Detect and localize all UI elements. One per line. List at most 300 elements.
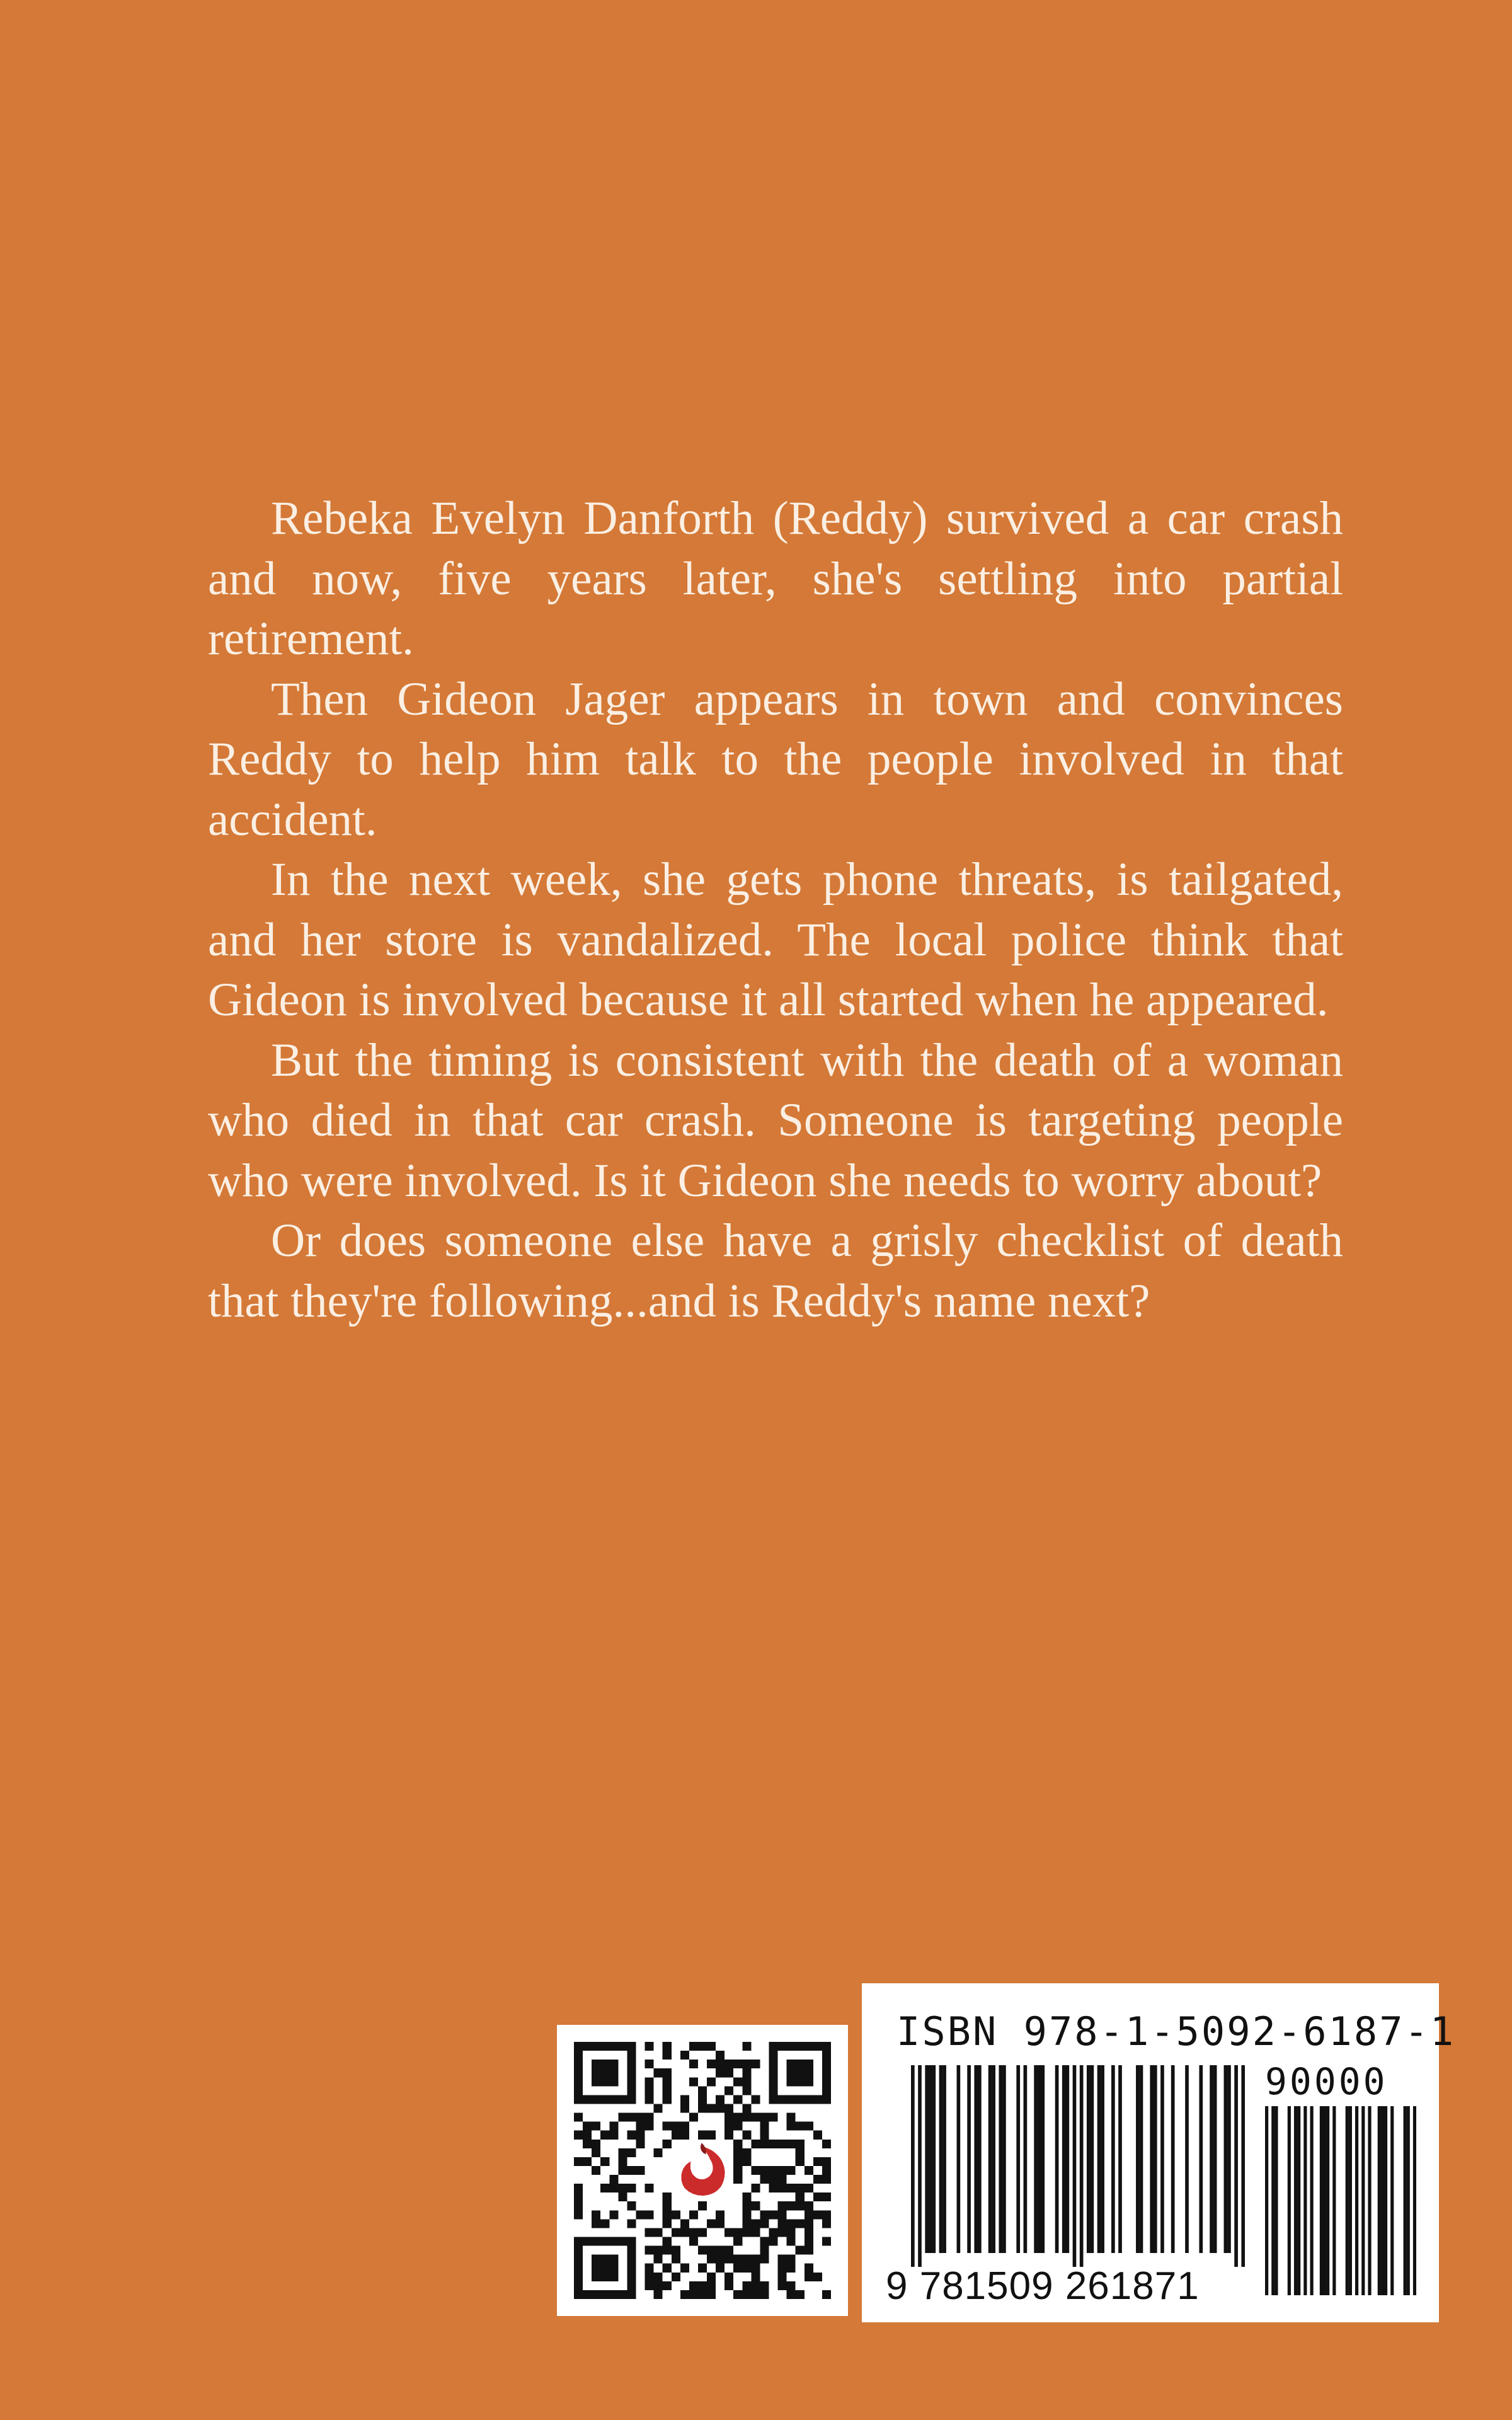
qr-module <box>778 2219 787 2228</box>
barcode-bar <box>1024 2065 1028 2253</box>
qr-module <box>680 2122 689 2131</box>
qr-module <box>645 2113 654 2122</box>
qr-module <box>769 2068 778 2077</box>
qr-module <box>778 2042 787 2051</box>
qr-module <box>618 2148 627 2157</box>
qr-module <box>600 2219 609 2228</box>
qr-module <box>636 2113 644 2122</box>
qr-module <box>627 2113 636 2122</box>
qr-module <box>592 2264 600 2273</box>
qr-module <box>769 2060 778 2068</box>
qr-module <box>724 2281 733 2290</box>
qr-module <box>574 2184 583 2192</box>
qr-module <box>609 2255 618 2264</box>
price-addon-code: 90000 <box>1265 2060 1388 2103</box>
qr-module <box>805 2246 813 2255</box>
qr-module <box>689 2290 698 2299</box>
qr-module <box>724 2113 733 2122</box>
qr-module <box>742 2201 751 2210</box>
qr-module <box>663 2140 672 2148</box>
barcode-bar <box>1091 2065 1094 2253</box>
qr-module <box>805 2042 813 2051</box>
qr-module <box>645 2060 654 2068</box>
qr-module <box>716 2051 724 2060</box>
back-cover-blurb <box>208 488 1343 1331</box>
qr-module <box>813 2273 822 2281</box>
qr-module <box>574 2060 583 2068</box>
qr-module <box>760 2290 769 2299</box>
qr-module <box>707 2273 716 2281</box>
qr-module <box>751 2060 760 2068</box>
qr-module <box>672 2122 680 2131</box>
barcode-bar <box>1055 2065 1059 2253</box>
qr-module <box>592 2255 600 2264</box>
qr-module <box>636 2140 644 2148</box>
qr-module <box>813 2210 822 2219</box>
qr-module <box>822 2140 831 2148</box>
qr-module <box>680 2264 689 2273</box>
qr-module <box>724 2273 733 2281</box>
qr-module <box>707 2246 716 2255</box>
qr-module <box>627 2166 636 2175</box>
qr-module <box>680 2290 689 2299</box>
qr-module <box>609 2210 618 2219</box>
qr-module <box>716 2104 724 2112</box>
qr-module <box>813 2157 822 2166</box>
qr-module <box>574 2157 583 2166</box>
qr-module <box>733 2237 742 2246</box>
barcode-bar <box>1404 2106 1407 2295</box>
qr-module <box>698 2095 707 2104</box>
qr-module <box>600 2273 609 2281</box>
qr-module <box>680 2051 689 2060</box>
qr-module <box>769 2210 778 2219</box>
qr-module <box>769 2237 778 2246</box>
qr-module <box>627 2246 636 2255</box>
barcode-bar <box>999 2065 1002 2253</box>
qr-module <box>592 2068 600 2077</box>
qr-module <box>574 2042 583 2051</box>
qr-module <box>592 2148 600 2157</box>
qr-module <box>733 2255 742 2264</box>
qr-module <box>805 2095 813 2104</box>
qr-module <box>796 2148 805 2157</box>
qr-module <box>672 2228 680 2237</box>
qr-module <box>583 2095 592 2104</box>
qr-module <box>751 2166 760 2175</box>
qr-module <box>778 2095 787 2104</box>
barcode-bar <box>1111 2065 1115 2253</box>
qr-module <box>592 2237 600 2246</box>
qr-module <box>698 2281 707 2290</box>
qr-module <box>592 2290 600 2299</box>
barcode-bar <box>1210 2065 1213 2253</box>
qr-module <box>680 2228 689 2237</box>
qr-module <box>742 2192 751 2201</box>
barcode-bar <box>978 2065 982 2253</box>
qr-module <box>742 2219 751 2228</box>
qr-module <box>822 2077 831 2086</box>
qr-module <box>796 2042 805 2051</box>
qr-module <box>796 2122 805 2131</box>
qr-module <box>805 2077 813 2086</box>
qr-module <box>742 2068 751 2077</box>
qr-module <box>787 2281 796 2290</box>
qr-module <box>787 2228 796 2237</box>
barcode-bar <box>1413 2106 1416 2295</box>
qr-module <box>733 2060 742 2068</box>
barcode-bar <box>1016 2065 1020 2253</box>
qr-module <box>742 2113 751 2122</box>
barcode-bar <box>1323 2106 1326 2295</box>
qr-module <box>742 2104 751 2112</box>
qr-module <box>645 2184 654 2192</box>
qr-module <box>822 2237 831 2246</box>
qr-module <box>724 2255 733 2264</box>
qr-module <box>627 2131 636 2140</box>
qr-module <box>583 2140 592 2148</box>
qr-module <box>769 2095 778 2104</box>
qr-module <box>769 2166 778 2175</box>
qr-module <box>742 2042 751 2051</box>
qr-module <box>805 2068 813 2077</box>
barcode-bar <box>1378 2106 1381 2295</box>
qr-module <box>742 2290 751 2299</box>
qr-module <box>698 2131 707 2140</box>
qr-module <box>645 2228 654 2237</box>
qr-module <box>574 2255 583 2264</box>
qr-module <box>654 2068 663 2077</box>
qr-module <box>574 2281 583 2290</box>
qr-module <box>769 2175 778 2184</box>
qr-module <box>600 2290 609 2299</box>
qr-module <box>707 2060 716 2068</box>
qr-module <box>592 2060 600 2068</box>
qr-module <box>574 2077 583 2086</box>
qr-module <box>680 2219 689 2228</box>
qr-module <box>574 2273 583 2281</box>
qr-module <box>627 2201 636 2210</box>
qr-module <box>778 2264 787 2273</box>
barcode-bar <box>957 2065 961 2253</box>
barcode-bar <box>1234 2065 1238 2267</box>
qr-module <box>805 2210 813 2219</box>
qr-module <box>574 2201 583 2210</box>
qr-module <box>796 2246 805 2255</box>
qr-module <box>663 2210 672 2219</box>
qr-module <box>654 2104 663 2112</box>
barcode-bar <box>1154 2065 1157 2253</box>
barcode-bar <box>1087 2065 1091 2253</box>
qr-module <box>583 2290 592 2299</box>
qr-module <box>600 2068 609 2077</box>
qr-module <box>654 2290 663 2299</box>
qr-module <box>583 2237 592 2246</box>
qr-module <box>796 2192 805 2201</box>
qr-module <box>805 2219 813 2228</box>
qr-module <box>645 2122 654 2131</box>
qr-module <box>796 2201 805 2210</box>
qr-module <box>769 2051 778 2060</box>
qr-module <box>600 2184 609 2192</box>
qr-module <box>663 2192 672 2201</box>
qr-module <box>689 2210 698 2219</box>
qr-module <box>574 2246 583 2255</box>
qr-module <box>698 2201 707 2210</box>
qr-module <box>778 2201 787 2210</box>
qr-module <box>796 2290 805 2299</box>
qr-module <box>733 2077 742 2086</box>
qr-module <box>654 2246 663 2255</box>
qr-module <box>822 2192 831 2201</box>
blurb-paragraph: But the timing is consistent with the death of a woman who died in that car crash. Someone is targeting people who were involved. Is it Gideon she needs to worry about? <box>208 1034 1343 1207</box>
qr-module <box>787 2140 796 2148</box>
qr-module <box>716 2068 724 2077</box>
qr-module <box>822 2210 831 2219</box>
qr-module <box>600 2157 609 2166</box>
qr-module <box>627 2281 636 2290</box>
qr-module <box>724 2060 733 2068</box>
barcode-bar <box>967 2065 971 2253</box>
qr-module <box>742 2148 751 2157</box>
qr-module <box>663 2042 672 2051</box>
qr-module <box>592 2219 600 2228</box>
qr-module <box>805 2122 813 2131</box>
qr-module <box>733 2166 742 2175</box>
qr-module <box>618 2166 627 2175</box>
qr-module <box>618 2157 627 2166</box>
qr-module <box>787 2095 796 2104</box>
qr-module <box>680 2131 689 2140</box>
qr-module <box>787 2184 796 2192</box>
qr-module <box>583 2157 592 2166</box>
qr-module <box>822 2157 831 2166</box>
qr-module <box>627 2077 636 2086</box>
barcode-bar <box>911 2065 915 2267</box>
qr-module <box>600 2095 609 2104</box>
qr-module <box>796 2219 805 2228</box>
qr-module <box>760 2175 769 2184</box>
barcode-bar <box>918 2065 922 2267</box>
qr-module <box>618 2290 627 2299</box>
qr-module <box>609 2095 618 2104</box>
barcode-bar <box>1288 2106 1291 2295</box>
qr-module <box>742 2060 751 2068</box>
qr-module <box>778 2140 787 2148</box>
qr-code-panel <box>557 2025 848 2316</box>
qr-module <box>760 2140 769 2148</box>
qr-module <box>707 2042 716 2051</box>
qr-module <box>716 2219 724 2228</box>
qr-module <box>672 2131 680 2140</box>
qr-module <box>609 2264 618 2273</box>
qr-module <box>733 2175 742 2184</box>
qr-module <box>751 2290 760 2299</box>
qr-module <box>609 2237 618 2246</box>
qr-module <box>663 2219 672 2228</box>
qr-module <box>654 2273 663 2281</box>
qr-module <box>645 2273 654 2281</box>
qr-module <box>592 2273 600 2281</box>
qr-module <box>813 2175 822 2184</box>
barcode-bar <box>1227 2065 1231 2253</box>
qr-module <box>787 2077 796 2086</box>
barcode-bar <box>1332 2106 1336 2295</box>
qr-module <box>769 2140 778 2148</box>
qr-module <box>742 2281 751 2290</box>
qr-module <box>609 2273 618 2281</box>
qr-module <box>733 2228 742 2237</box>
qr-module <box>574 2051 583 2060</box>
qr-module <box>805 2237 813 2246</box>
qr-module <box>574 2086 583 2095</box>
qr-module <box>627 2095 636 2104</box>
qr-module <box>805 2264 813 2273</box>
qr-module <box>813 2192 822 2201</box>
qr-module <box>760 2210 769 2219</box>
qr-module <box>733 2264 742 2273</box>
qr-module <box>698 2042 707 2051</box>
qr-module <box>769 2184 778 2192</box>
qr-module <box>751 2255 760 2264</box>
qr-code <box>574 2042 831 2299</box>
qr-module <box>787 2166 796 2175</box>
qr-module <box>751 2095 760 2104</box>
barcode-bar <box>1320 2106 1323 2295</box>
qr-module <box>724 2068 733 2077</box>
barcode-bar <box>1199 2065 1203 2253</box>
qr-module <box>707 2281 716 2290</box>
qr-module <box>636 2166 644 2175</box>
qr-module <box>609 2060 618 2068</box>
ean-digits: 9 781509 261871 <box>886 2264 1200 2308</box>
qr-module <box>645 2264 654 2273</box>
qr-module <box>742 2228 751 2237</box>
qr-module <box>609 2131 618 2140</box>
qr-module <box>769 2086 778 2095</box>
qr-module <box>787 2237 796 2246</box>
qr-module <box>796 2077 805 2086</box>
qr-module <box>609 2175 618 2184</box>
qr-module <box>592 2095 600 2104</box>
barcode-bar <box>1150 2065 1154 2253</box>
barcode-bar <box>1349 2106 1352 2295</box>
barcode-bar <box>1160 2065 1164 2253</box>
qr-module <box>778 2210 787 2219</box>
qr-module <box>716 2095 724 2104</box>
qr-module <box>654 2148 663 2157</box>
qr-module <box>609 2122 618 2131</box>
qr-module <box>751 2281 760 2290</box>
barcode-bar <box>932 2065 936 2253</box>
qr-module <box>778 2255 787 2264</box>
qr-module <box>778 2184 787 2192</box>
barcode-bar <box>1368 2106 1371 2295</box>
qr-module <box>716 2060 724 2068</box>
qr-module <box>733 2095 742 2104</box>
qr-module <box>787 2264 796 2273</box>
barcode-bar <box>1355 2106 1358 2295</box>
qr-module <box>600 2237 609 2246</box>
qr-module <box>627 2273 636 2281</box>
qr-module <box>760 2131 769 2140</box>
qr-module <box>769 2042 778 2051</box>
qr-module <box>796 2095 805 2104</box>
barcode-bar <box>1038 2065 1041 2253</box>
qr-module <box>698 2086 707 2095</box>
barcode-bar <box>1241 2065 1245 2267</box>
barcode-bar <box>1303 2106 1307 2295</box>
qr-module <box>698 2104 707 2112</box>
qr-module <box>627 2184 636 2192</box>
qr-module <box>618 2042 627 2051</box>
qr-module <box>592 2042 600 2051</box>
qr-module <box>787 2060 796 2068</box>
qr-module <box>600 2042 609 2051</box>
qr-module <box>663 2077 672 2086</box>
qr-module <box>574 2290 583 2299</box>
barcode-bar <box>1171 2065 1175 2253</box>
publisher-rose-logo-icon <box>672 2140 733 2201</box>
qr-module <box>796 2157 805 2166</box>
qr-module <box>645 2077 654 2086</box>
qr-module <box>813 2095 822 2104</box>
qr-module <box>751 2113 760 2122</box>
qr-module <box>787 2290 796 2299</box>
qr-module <box>751 2201 760 2210</box>
qr-module <box>716 2255 724 2264</box>
qr-module <box>583 2122 592 2131</box>
qr-module <box>787 2113 796 2122</box>
qr-module <box>742 2086 751 2095</box>
qr-module <box>733 2122 742 2131</box>
qr-module <box>742 2077 751 2086</box>
blurb-paragraph: Rebeka Evelyn Danforth (Reddy) survived a car crash and now, five years later, she's settling into partial retirement. <box>208 492 1343 665</box>
qr-module <box>618 2237 627 2246</box>
qr-module <box>733 2157 742 2166</box>
barcode-bar <box>1101 2065 1104 2253</box>
qr-module <box>733 2113 742 2122</box>
qr-module <box>574 2264 583 2273</box>
qr-module <box>724 2122 733 2131</box>
qr-module <box>689 2237 698 2246</box>
qr-module <box>663 2237 672 2246</box>
qr-module <box>698 2246 707 2255</box>
barcode-bar <box>1265 2106 1268 2295</box>
qr-module <box>822 2290 831 2299</box>
qr-module <box>645 2210 654 2219</box>
barcode-bar <box>1097 2065 1101 2253</box>
qr-module <box>822 2095 831 2104</box>
barcode-bar <box>1390 2106 1394 2295</box>
qr-module <box>627 2051 636 2060</box>
barcode-bar <box>1118 2065 1122 2253</box>
qr-module <box>609 2184 618 2192</box>
qr-module <box>592 2140 600 2148</box>
qr-module <box>724 2131 733 2140</box>
qr-module <box>742 2264 751 2273</box>
ean-barcode <box>911 2065 1245 2267</box>
qr-module <box>751 2140 760 2148</box>
qr-module <box>742 2157 751 2166</box>
qr-module <box>769 2113 778 2122</box>
qr-module <box>733 2290 742 2299</box>
barcode-bar <box>942 2065 946 2253</box>
qr-module <box>689 2060 698 2068</box>
qr-module <box>787 2255 796 2264</box>
qr-module <box>672 2246 680 2255</box>
qr-module <box>751 2264 760 2273</box>
